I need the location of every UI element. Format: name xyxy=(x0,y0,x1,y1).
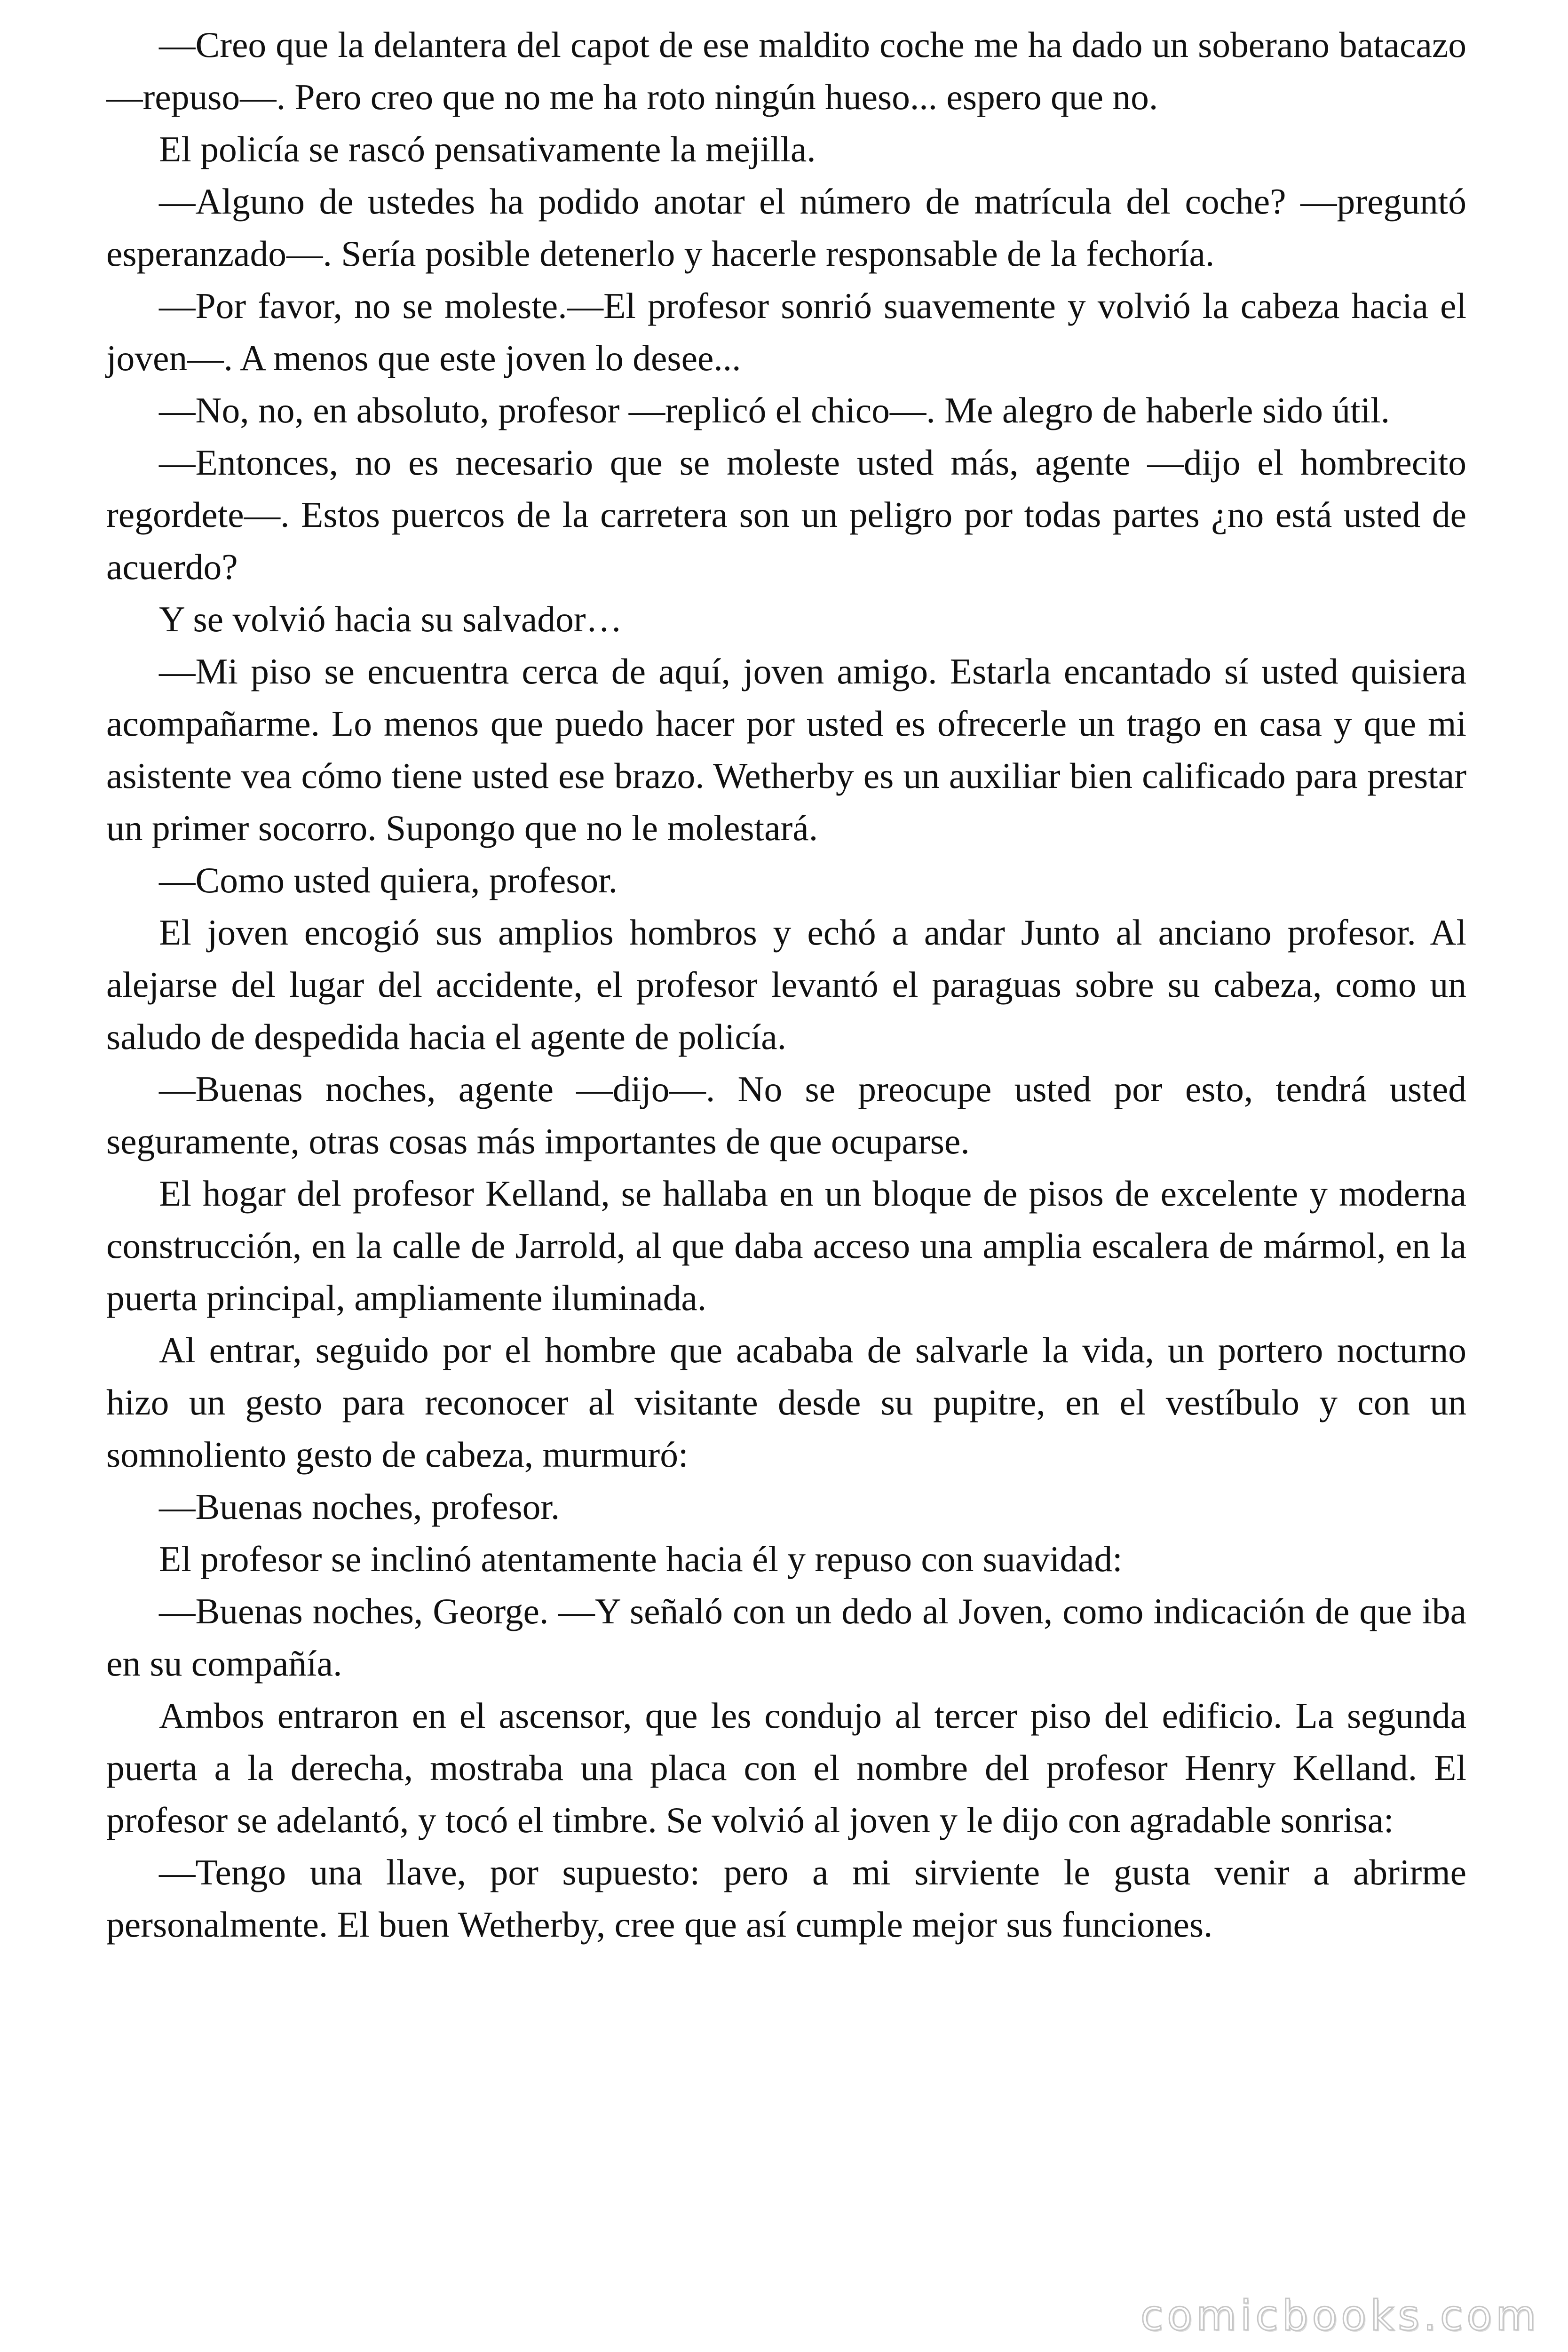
paragraph: —No, no, en absoluto, profesor —replicó el chico—. Me alegro de haberle sido útil. xyxy=(159,390,1390,430)
paragraph: —Por favor, no se moleste.—El profesor sonrió suavemente y volvió la cabeza hacia el joven—. A menos que este joven lo desee... xyxy=(106,286,1466,378)
paragraph: —Alguno de ustedes ha podido anotar el número de matrícula del coche? —preguntó esperanzado—. Sería posible detenerlo y hacerle responsable de la fechoría. xyxy=(106,181,1466,274)
paragraph: El hogar del profesor Kelland, se hallaba en un bloque de pisos de excelente y moderna construcción, en la calle de Jarrold, al que daba acceso una amplia escalera de mármol, en la puerta principal, ampliamente iluminada. xyxy=(106,1173,1466,1318)
paragraph: —Buenas noches, agente —dijo—. No se preocupe usted por esto, tendrá usted seguramente, otras cosas más importantes de que ocuparse. xyxy=(106,1069,1466,1161)
paragraph: Y se volvió hacia su salvador… xyxy=(159,599,623,639)
paragraph: —Entonces, no es necesario que se moleste usted más, agente —dijo el hombrecito regordete—. Estos puercos de la carretera son un peligro por todas partes ¿no está usted de acuerdo? xyxy=(106,442,1466,587)
paragraph: —Tengo una llave, por supuesto: pero a mi sirviente le gusta venir a abrirme personalmente. El buen Wetherby, cree que así cumple mejor sus funciones. xyxy=(106,1852,1466,1945)
paragraph: —Buenas noches, George. —Y señaló con un dedo al Joven, como indicación de que iba en su compañía. xyxy=(106,1591,1466,1684)
paragraph: Al entrar, seguido por el hombre que acababa de salvarle la vida, un portero nocturno hizo un gesto para reconocer al visitante desde su pupitre, en el vestíbulo y con un somnoliento gesto de cabeza, murmuró: xyxy=(106,1330,1466,1475)
paragraph: El joven encogió sus amplios hombros y echó a andar Junto al anciano profesor. Al alejarse del lugar del accidente, el profesor levantó el paraguas sobre su cabeza, como un saludo de despedida hacia el agente de policía. xyxy=(106,912,1466,1057)
paragraph: El profesor se inclinó atentamente hacia él y repuso con suavidad: xyxy=(159,1539,1123,1579)
paragraph: —Mi piso se encuentra cerca de aquí, joven amigo. Estarla encantado sí usted quisiera acompañarme. Lo menos que puedo hacer por usted es ofrecerle un trago en casa y que mi asistente vea cómo tiene usted ese brazo. Wetherby es un auxiliar bien calificado para prestar un primer socorro. Supongo que no le molestará. xyxy=(106,651,1466,848)
watermark-text: comicbooks.com xyxy=(1140,2291,1540,2340)
paragraph: Ambos entraron en el ascensor, que les condujo al tercer piso del edificio. La segunda puerta a la derecha, mostraba una placa con el nombre del profesor Henry Kelland. El profesor se adelantó, y tocó el timbre. Se volvió al joven y le dijo con agradable sonrisa: xyxy=(106,1695,1466,1840)
page-text-body xyxy=(106,19,1466,1951)
paragraph: —Como usted quiera, profesor. xyxy=(159,860,618,900)
paragraph: El policía se rascó pensativamente la mejilla. xyxy=(159,129,816,169)
paragraph: —Buenas noches, profesor. xyxy=(159,1486,560,1527)
paragraph: —Creo que la delantera del capot de ese maldito coche me ha dado un soberano batacazo —repuso—. Pero creo que no me ha roto ningún hueso... espero que no. xyxy=(106,24,1466,117)
